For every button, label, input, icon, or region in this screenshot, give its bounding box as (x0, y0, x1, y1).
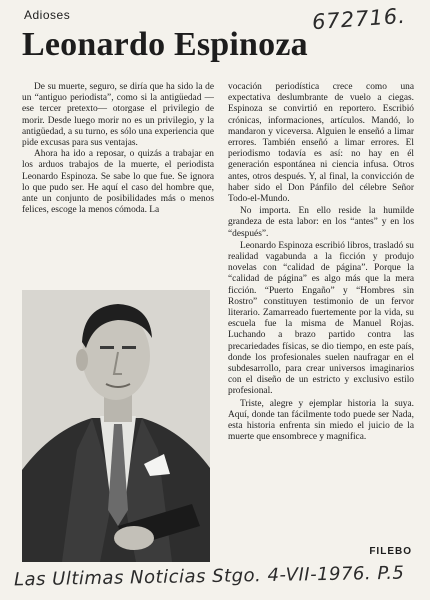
handwritten-catalog-number: 672716. (311, 3, 407, 35)
paragraph: Triste, alegre y ejemplar historia la suya. Aquí, donde tan fácilmente todo puede ser Nada, esta historia enfrenta sin miedo el juicio de la muerte que ensombrece y magnifica. (228, 398, 414, 443)
article-column-left (22, 82, 214, 282)
paragraph: De su muerte, seguro, se diría que ha sido la de un “antiguo periodista”, como si la antigüedad —ese tercer pretexto— otorgase el privilegio de morir. Desde luego morir no es un privilegio, y la antigüedad, a su turno, es sólo una experiencia que pide excusas para sus ventajas. (22, 82, 214, 149)
handwritten-source-note: Las Ultimas Noticias Stgo. 4-VII-1976. P.5 (13, 562, 405, 591)
section-kicker: Adioses (24, 8, 71, 22)
paragraph: vocación periodística crece como una expectativa deslumbrante de vuelo a ciegas. Espinoza se convirtió en reportero. Escribió crónicas, informaciones, artículos. Mandó, lo mandaron y viceversa. Alguien le enseñó a limar errores. También enseñó a limar errores. El periodismo todavía es así: no hay en él generación espontánea ni ciencia infusa. Otros antes, otros después. Y, al final, la convicción de haber sido el Don Pánfilo del célebre Señor Todo-el-Mundo. (228, 82, 414, 205)
paragraph: Ahora ha ido a reposar, o quizás a trabajar en los arduos trabajos de la muerte, el periodista Leonardo Espinoza. Se sabe lo que fue. Se ignora lo que pudo ser. He aquí el caso del hombre que, ante un conjunto de posibilidades más o menos felices, escoge la menos cómoda. La (22, 149, 214, 216)
portrait-photo (22, 290, 210, 562)
article-headline: Leonardo Espinoza (22, 26, 308, 63)
author-byline: FILEBO (369, 546, 412, 557)
paragraph: No importa. En ello reside la humilde grandeza de esta labor: en los “antes” y en los “después”. (228, 206, 414, 239)
article-column-right (228, 82, 414, 587)
portrait-image (22, 290, 210, 562)
paragraph: Leonardo Espinoza escribió libros, trasladó su realidad vagabunda a la ficción y produjo novelas con “calidad de página”. Porque la “calidad de página” es algo más que la mera ficción. “Puerto Engaño” y “Hombres sin Rostro” constituyen testimonio de un fervor literario. Zamarreado fuertemente por la vida, su escuela fue la misma de Manuel Rojas. Luchando a brazo partido contra las precariedades físicas, se dio tiempo, en este país, donde los profesionales suelen naufragar en el subdesarrollo, para crear universos imaginarios con el diseño de un estricto y exclusivo estilo profesional. (228, 240, 414, 397)
